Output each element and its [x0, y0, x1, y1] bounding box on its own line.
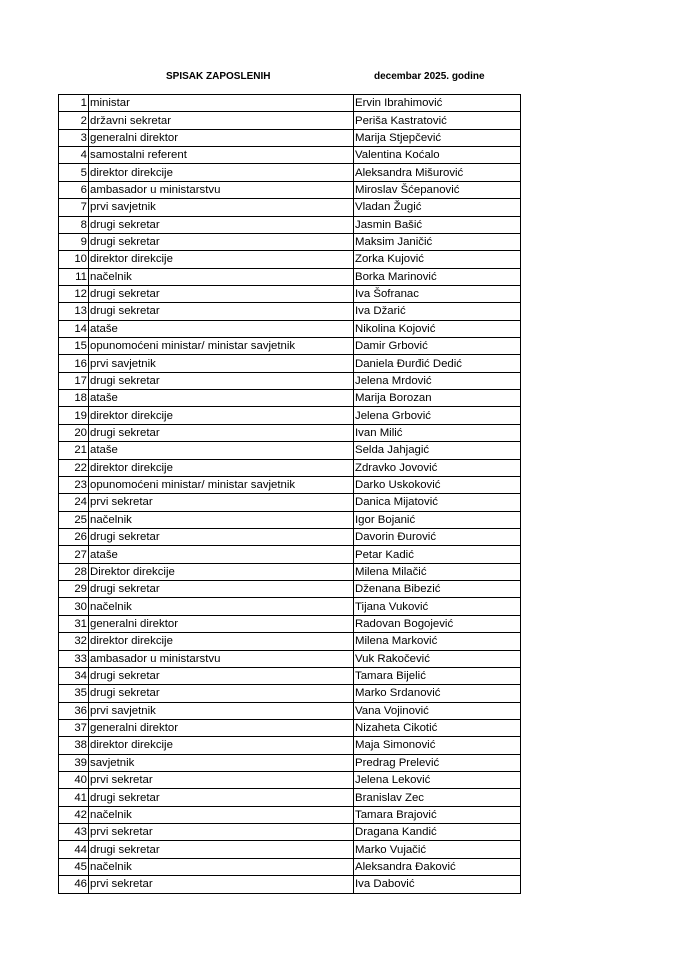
row-name: Branislav Zec: [354, 789, 521, 806]
row-position: drugi sekretar: [89, 685, 354, 702]
row-name: Marko Vujačić: [354, 841, 521, 858]
table-row: [59, 390, 521, 407]
row-number: 15: [59, 338, 89, 355]
document-title: SPISAK ZAPOSLENIH: [166, 71, 271, 82]
row-number: 33: [59, 650, 89, 667]
table-row: [59, 494, 521, 511]
table-row: [59, 459, 521, 476]
table-row: [59, 233, 521, 250]
employee-table: [58, 94, 521, 894]
row-name: Borka Marinović: [354, 268, 521, 285]
row-name: Marija Stjepčević: [354, 129, 521, 146]
row-position: prvi savjetnik: [89, 355, 354, 372]
row-position: prvi sekretar: [89, 824, 354, 841]
row-name: Tamara Bijelić: [354, 667, 521, 684]
row-number: 46: [59, 876, 89, 893]
row-name: Tamara Brajović: [354, 806, 521, 823]
row-position: ataše: [89, 390, 354, 407]
row-number: 25: [59, 511, 89, 528]
row-number: 23: [59, 476, 89, 493]
row-position: drugi sekretar: [89, 372, 354, 389]
row-number: 20: [59, 424, 89, 441]
table-row: [59, 424, 521, 441]
row-name: Davorin Đurović: [354, 528, 521, 545]
row-position: drugi sekretar: [89, 528, 354, 545]
row-number: 5: [59, 164, 89, 181]
row-name: Milena Milačić: [354, 563, 521, 580]
row-position: drugi sekretar: [89, 581, 354, 598]
row-name: Milena Marković: [354, 633, 521, 650]
row-position: drugi sekretar: [89, 216, 354, 233]
row-position: drugi sekretar: [89, 233, 354, 250]
row-name: Jasmin Bašić: [354, 216, 521, 233]
row-number: 8: [59, 216, 89, 233]
row-name: Daniela Đurđić Dedić: [354, 355, 521, 372]
row-position: načelnik: [89, 511, 354, 528]
row-name: Darko Uskoković: [354, 476, 521, 493]
row-position: ministar: [89, 95, 354, 112]
row-position: opunomoćeni ministar/ ministar savjetnik: [89, 476, 354, 493]
row-position: ataše: [89, 546, 354, 563]
row-name: Vana Vojinović: [354, 702, 521, 719]
row-number: 39: [59, 754, 89, 771]
row-number: 21: [59, 442, 89, 459]
row-name: Aleksandra Mišurović: [354, 164, 521, 181]
row-position: generalni direktor: [89, 719, 354, 736]
row-number: 1: [59, 95, 89, 112]
row-position: drugi sekretar: [89, 841, 354, 858]
row-name: Marija Borozan: [354, 390, 521, 407]
row-position: direktor direkcije: [89, 459, 354, 476]
table-row: [59, 650, 521, 667]
row-number: 7: [59, 199, 89, 216]
row-position: samostalni referent: [89, 147, 354, 164]
row-position: savjetnik: [89, 754, 354, 771]
row-number: 34: [59, 667, 89, 684]
row-position: ambasador u ministarstvu: [89, 650, 354, 667]
row-name: Vladan Žugić: [354, 199, 521, 216]
row-position: državni sekretar: [89, 112, 354, 129]
row-name: Maksim Janičić: [354, 233, 521, 250]
row-number: 24: [59, 494, 89, 511]
row-name: Valentina Koćalo: [354, 147, 521, 164]
row-number: 44: [59, 841, 89, 858]
row-position: načelnik: [89, 806, 354, 823]
row-position: drugi sekretar: [89, 285, 354, 302]
row-position: načelnik: [89, 268, 354, 285]
row-position: ataše: [89, 442, 354, 459]
table-row: [59, 338, 521, 355]
table-row: [59, 95, 521, 112]
row-position: direktor direkcije: [89, 164, 354, 181]
row-name: Marko Srdanović: [354, 685, 521, 702]
row-name: Iva Šofranac: [354, 285, 521, 302]
row-name: Radovan Bogojević: [354, 615, 521, 632]
row-number: 38: [59, 737, 89, 754]
row-name: Igor Bojanić: [354, 511, 521, 528]
row-name: Zdravko Jovović: [354, 459, 521, 476]
row-number: 14: [59, 320, 89, 337]
table-row: [59, 216, 521, 233]
row-position: drugi sekretar: [89, 303, 354, 320]
row-number: 29: [59, 581, 89, 598]
row-number: 45: [59, 858, 89, 875]
employee-table-body: [59, 95, 521, 894]
table-row: [59, 199, 521, 216]
row-number: 32: [59, 633, 89, 650]
row-number: 41: [59, 789, 89, 806]
table-row: [59, 546, 521, 563]
row-number: 31: [59, 615, 89, 632]
row-position: opunomoćeni ministar/ ministar savjetnik: [89, 338, 354, 355]
table-row: [59, 702, 521, 719]
row-position: direktor direkcije: [89, 251, 354, 268]
row-name: Nikolina Kojović: [354, 320, 521, 337]
row-number: 35: [59, 685, 89, 702]
row-name: Iva Džarić: [354, 303, 521, 320]
row-number: 12: [59, 285, 89, 302]
table-row: [59, 285, 521, 302]
table-row: [59, 181, 521, 198]
row-number: 11: [59, 268, 89, 285]
row-position: direktor direkcije: [89, 633, 354, 650]
row-name: Ervin Ibrahimović: [354, 95, 521, 112]
row-position: prvi sekretar: [89, 772, 354, 789]
row-name: Dragana Kandić: [354, 824, 521, 841]
row-number: 10: [59, 251, 89, 268]
table-row: [59, 129, 521, 146]
row-position: prvi sekretar: [89, 876, 354, 893]
row-position: direktor direkcije: [89, 407, 354, 424]
row-position: drugi sekretar: [89, 789, 354, 806]
row-number: 2: [59, 112, 89, 129]
table-row: [59, 355, 521, 372]
row-name: Predrag Prelević: [354, 754, 521, 771]
row-name: Maja Simonović: [354, 737, 521, 754]
row-number: 17: [59, 372, 89, 389]
table-row: [59, 303, 521, 320]
row-position: načelnik: [89, 858, 354, 875]
table-row: [59, 320, 521, 337]
row-name: Damir Grbović: [354, 338, 521, 355]
table-row: [59, 112, 521, 129]
row-number: 22: [59, 459, 89, 476]
table-row: [59, 772, 521, 789]
table-row: [59, 268, 521, 285]
row-position: prvi savjetnik: [89, 199, 354, 216]
row-number: 26: [59, 528, 89, 545]
table-row: [59, 407, 521, 424]
row-number: 40: [59, 772, 89, 789]
table-row: [59, 685, 521, 702]
table-row: [59, 789, 521, 806]
table-row: [59, 442, 521, 459]
table-row: [59, 841, 521, 858]
row-number: 3: [59, 129, 89, 146]
row-name: Nizaheta Cikotić: [354, 719, 521, 736]
table-row: [59, 615, 521, 632]
row-position: prvi savjetnik: [89, 702, 354, 719]
row-number: 43: [59, 824, 89, 841]
table-row: [59, 251, 521, 268]
row-name: Ivan Milić: [354, 424, 521, 441]
row-name: Jelena Grbović: [354, 407, 521, 424]
document-date: decembar 2025. godine: [374, 71, 485, 82]
row-position: ataše: [89, 320, 354, 337]
table-row: [59, 528, 521, 545]
row-name: Miroslav Šćepanović: [354, 181, 521, 198]
row-number: 42: [59, 806, 89, 823]
row-number: 27: [59, 546, 89, 563]
row-position: prvi sekretar: [89, 494, 354, 511]
table-row: [59, 598, 521, 615]
table-row: [59, 372, 521, 389]
row-number: 6: [59, 181, 89, 198]
row-name: Iva Dabović: [354, 876, 521, 893]
row-name: Selda Jahjagić: [354, 442, 521, 459]
row-number: 28: [59, 563, 89, 580]
table-row: [59, 806, 521, 823]
row-number: 18: [59, 390, 89, 407]
row-position: ambasador u ministarstvu: [89, 181, 354, 198]
row-name: Danica Mijatović: [354, 494, 521, 511]
row-number: 30: [59, 598, 89, 615]
row-number: 16: [59, 355, 89, 372]
row-position: načelnik: [89, 598, 354, 615]
row-position: generalni direktor: [89, 615, 354, 632]
row-name: Vuk Rakočević: [354, 650, 521, 667]
row-number: 13: [59, 303, 89, 320]
row-name: Periša Kastratović: [354, 112, 521, 129]
row-number: 36: [59, 702, 89, 719]
table-row: [59, 511, 521, 528]
row-name: Jelena Leković: [354, 772, 521, 789]
row-name: Petar Kadić: [354, 546, 521, 563]
table-row: [59, 737, 521, 754]
table-row: [59, 476, 521, 493]
table-row: [59, 667, 521, 684]
table-row: [59, 164, 521, 181]
table-row: [59, 824, 521, 841]
row-position: drugi sekretar: [89, 424, 354, 441]
row-name: Aleksandra Đaković: [354, 858, 521, 875]
row-position: drugi sekretar: [89, 667, 354, 684]
table-row: [59, 563, 521, 580]
row-position: direktor direkcije: [89, 737, 354, 754]
row-number: 37: [59, 719, 89, 736]
table-row: [59, 719, 521, 736]
row-position: Direktor direkcije: [89, 563, 354, 580]
row-name: Dženana Bibezić: [354, 581, 521, 598]
row-position: generalni direktor: [89, 129, 354, 146]
row-name: Zorka Kujović: [354, 251, 521, 268]
table-row: [59, 876, 521, 893]
table-row: [59, 147, 521, 164]
row-name: Jelena Mrdović: [354, 372, 521, 389]
row-number: 9: [59, 233, 89, 250]
table-row: [59, 581, 521, 598]
table-row: [59, 754, 521, 771]
row-name: Tijana Vuković: [354, 598, 521, 615]
table-row: [59, 858, 521, 875]
table-row: [59, 633, 521, 650]
row-number: 19: [59, 407, 89, 424]
row-number: 4: [59, 147, 89, 164]
